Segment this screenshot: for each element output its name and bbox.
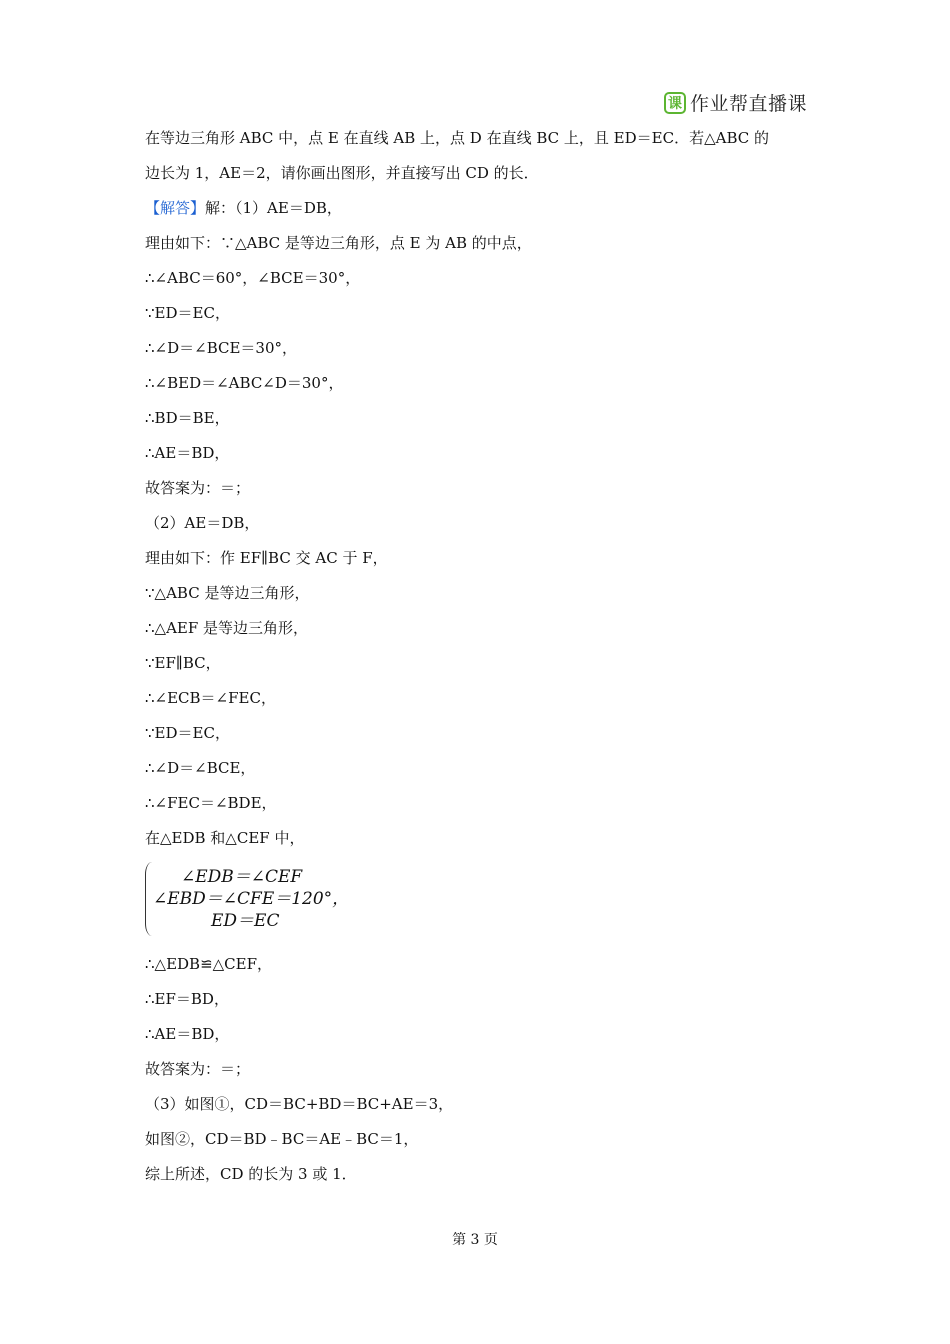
proof-line: ∵ED＝EC， [145,304,230,322]
proof-line: ∴∠D＝∠BCE， [145,759,256,777]
answer-line: 故答案为：＝； [145,1060,251,1078]
course-logo-icon: 课 [664,92,686,114]
proof-line: ∴BD＝BE， [145,409,230,427]
proof-line: 在△EDB 和△CEF 中， [145,829,305,847]
answer-line: 故答案为：＝； [145,479,251,497]
proof-line: ∴∠BED＝∠ABC∠D＝30°， [145,374,344,392]
proof-line: ∴EF＝BD， [145,990,229,1008]
proof-line: ∴AE＝BD， [145,444,230,462]
proof-line: ∴∠ECB＝∠FEC， [145,689,276,707]
proof-line: ∴∠FEC＝∠BDE， [145,794,277,812]
proof-line: ∴∠ABC＝60°，∠BCE＝30°， [145,269,361,287]
part-3-line-2: 如图②，CD＝BD﹣BC＝AE﹣BC＝1， [145,1130,419,1148]
answer-intro: 解：（1）AE＝DB， [205,199,342,217]
header-logo [664,89,807,116]
proof-line: ∴△EDB≌△CEF， [145,955,273,973]
page-number: 第 3 页 [452,1232,498,1248]
brand-name: 作业帮直播课 [690,93,808,115]
proof-line: ∵△ABC 是等边三角形， [145,584,310,602]
system-equation-3: ED＝EC [211,911,280,931]
document-body [145,121,810,1192]
proof-line: 理由如下：作 EF∥BC 交 AC 于 F， [145,549,388,567]
proof-line: ∴AE＝BD， [145,1025,230,1043]
part-3-line-1: （3）如图①，CD＝BC+BD＝BC+AE＝3， [145,1095,454,1113]
proof-line: ∵EF∥BC， [145,654,221,672]
system-equation-2: ∠EBD＝∠CFE＝120°， [153,889,350,909]
proof-line: ∵ED＝EC， [145,724,230,742]
proof-line: 理由如下：∵△ABC 是等边三角形，点 E 为 AB 的中点， [145,234,532,252]
proof-line: ∴△AEF 是等边三角形， [145,619,309,637]
answer-tag: 【解答】 [145,199,206,217]
answer-heading [145,191,810,226]
left-brace [145,862,152,936]
congruence-system [145,862,810,940]
problem-line-2: 边长为 1，AE＝2，请你画出图形，并直接写出 CD 的长． [145,164,539,182]
problem-line-1: 在等边三角形 ABC 中，点 E 在直线 AB 上，点 D 在直线 BC 上，且 ED＝EC．若△ABC 的 [145,129,769,147]
system-equation-1: ∠EDB＝∠CEF [181,867,303,887]
part-2-heading: （2）AE＝DB， [145,514,260,532]
proof-line: ∴∠D＝∠BCE＝30°， [145,339,298,357]
conclusion-line: 综上所述，CD 的长为 3 或 1． [145,1165,357,1183]
